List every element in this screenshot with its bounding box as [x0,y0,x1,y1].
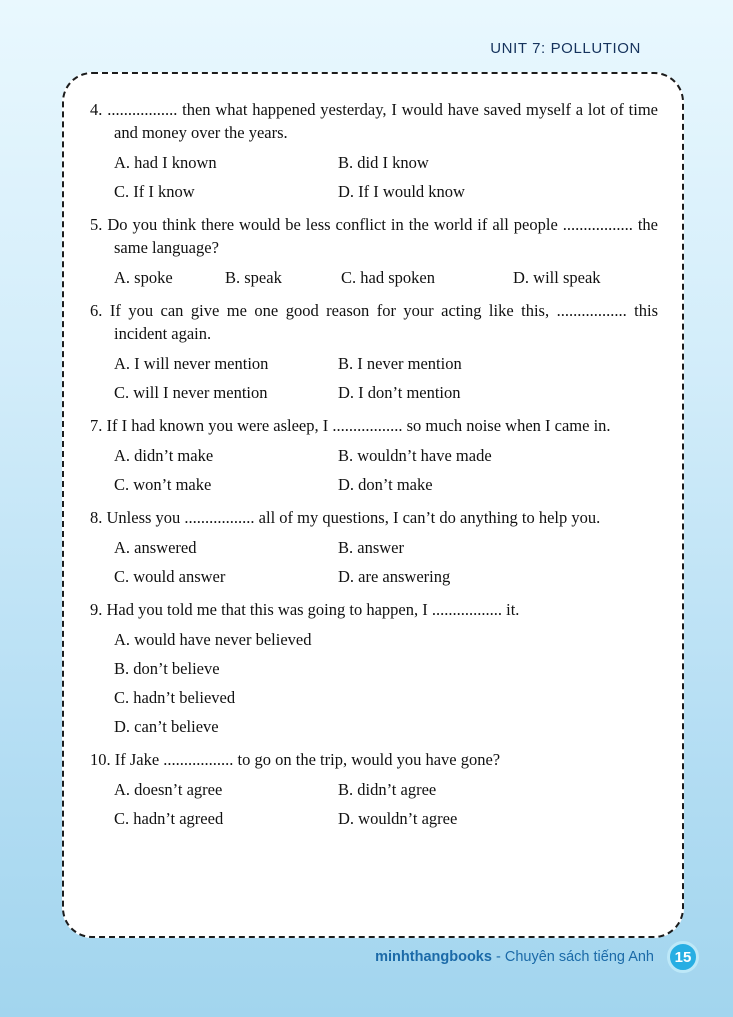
question-text [90,506,658,529]
options-group [90,780,658,829]
option-b: B. didn’t agree [338,780,437,799]
question-body: Do you think there would be less conflict in the world if all people ................. the same language? [107,215,659,257]
question-body: If I had known you were asleep, I ................. so much noise when I came in. [106,416,611,435]
option-c: C. will I never mention [114,383,268,402]
option-a: A. doesn’t agree [114,780,223,799]
options-group [90,153,658,202]
option-b: B. don’t believe [114,659,220,678]
exercise-card [62,72,684,938]
page-footer [375,941,699,973]
option-c: C. hadn’t agreed [114,809,224,828]
options-group [90,268,658,288]
publisher-tagline: Chuyên sách tiếng Anh [504,949,654,965]
unit-header: UNIT 7: POLLUTION [490,40,641,57]
option-b: B. did I know [338,153,429,172]
option-row [114,809,658,829]
option-c: C. won’t make [114,475,212,494]
publisher-credit [375,949,654,965]
option-d: D. don’t make [338,475,433,494]
option-d: D. can’t believe [114,717,219,736]
option-a: A. I will never mention [114,354,269,373]
option-row [114,153,658,173]
question-number: 5. [90,215,103,234]
option-a: A. answered [114,538,197,557]
option-a: A. didn’t make [114,446,214,465]
option-b: B. I never mention [338,354,462,373]
options-group [90,538,658,587]
option-a: A. would have never believed [114,630,312,649]
option-d: D. If I would know [338,182,465,201]
question-item [90,414,658,495]
question-text [90,98,658,144]
option-row [114,567,658,587]
question-item [90,506,658,587]
question-text [90,299,658,345]
options-group [90,630,658,737]
publisher-brand: minhthangbooks [375,949,492,965]
option-row [114,383,658,403]
question-number: 6. [90,301,103,320]
question-item [90,98,658,202]
option-b: B. answer [338,538,404,557]
page-number-badge: 15 [667,941,699,973]
question-number: 8. [90,508,103,527]
question-text [90,748,658,771]
option-b: B. speak [225,268,282,287]
question-item [90,748,658,829]
option-c: C. had spoken [341,268,435,287]
option-d: D. are answering [338,567,451,586]
footer-separator: - [495,949,501,965]
question-text [90,213,658,259]
option-a: A. spoke [114,268,173,287]
option-row [114,538,658,558]
option-row [114,780,658,800]
option-c: C. would answer [114,567,226,586]
option-row [114,268,658,288]
question-body: ................. then what happened yesterday, I would have saved myself a lot of time and money over the years. [107,100,659,142]
option-d: D. will speak [513,268,601,287]
option-c: C. If I know [114,182,195,201]
option-d: D. wouldn’t agree [338,809,458,828]
option-b: B. wouldn’t have made [338,446,492,465]
option-d: D. I don’t mention [338,383,461,402]
option-a: A. had I known [114,153,217,172]
option-row [114,354,658,374]
question-item [90,213,658,288]
options-group [90,354,658,403]
question-item [90,299,658,403]
option-row [114,446,658,466]
question-number: 9. [90,600,103,619]
question-number: 7. [90,416,103,435]
question-text [90,414,658,437]
question-body: If you can give me one good reason for your acting like this, ................. this incident again. [109,301,659,343]
question-body: Had you told me that this was going to happen, I ................. it. [106,600,520,619]
question-item [90,598,658,737]
option-row [114,182,658,202]
question-text [90,598,658,621]
option-c: C. hadn’t believed [114,688,236,707]
option-row [114,475,658,495]
question-body: If Jake ................. to go on the trip, would you have gone? [114,750,501,769]
question-body: Unless you ................. all of my questions, I can’t do anything to help you. [106,508,601,527]
question-number: 10. [90,750,111,769]
question-number: 4. [90,100,103,119]
options-group [90,446,658,495]
